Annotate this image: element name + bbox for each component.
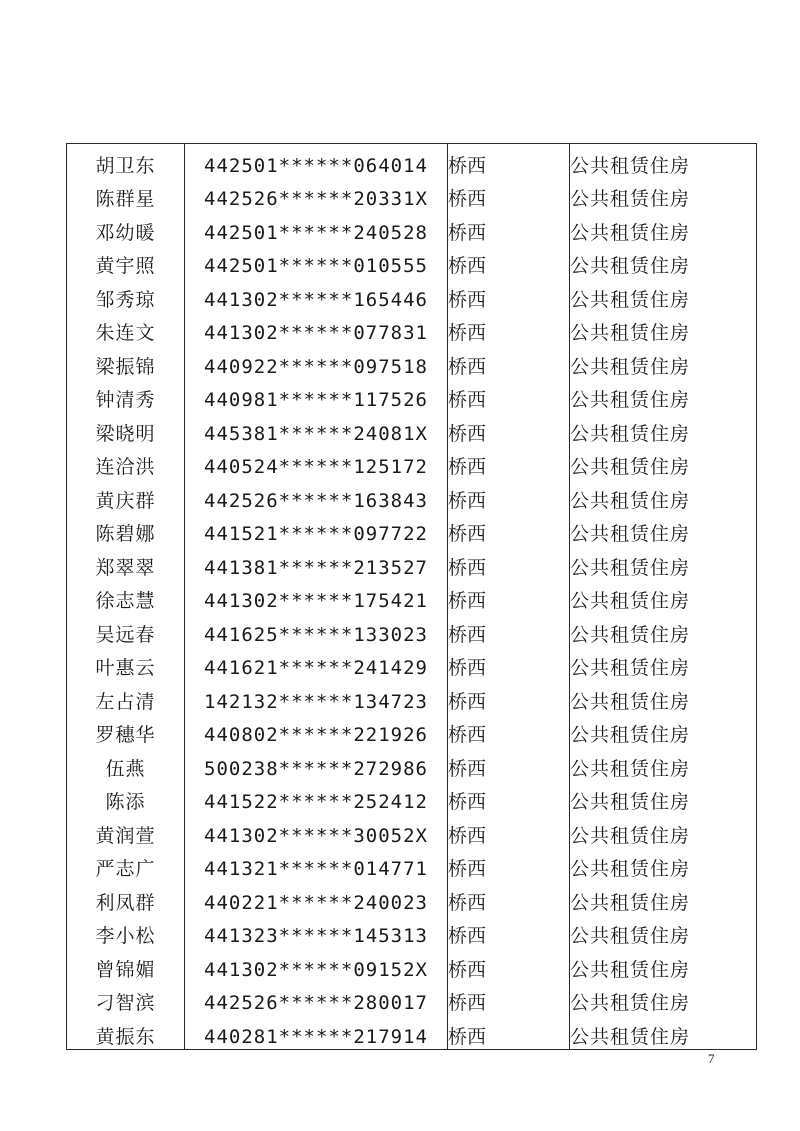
cell-area: 桥西 [448,848,570,882]
cell-area: 桥西 [448,580,570,614]
cell-id-number: 442501******064014 [185,144,448,178]
table-row [67,178,757,212]
cell-id-number: 442501******240528 [185,211,448,245]
cell-id-number: 440922******097518 [185,345,448,379]
cell-housing-type: 公共租赁住房 [570,948,757,982]
page-number: 7 [708,1051,715,1066]
cell-name: 陈群星 [67,178,185,212]
cell-area: 桥西 [448,747,570,781]
cell-name: 刁智滨 [67,982,185,1016]
cell-id-number: 441521******097722 [185,513,448,547]
cell-area: 桥西 [448,245,570,279]
cell-area: 桥西 [448,647,570,681]
cell-id-number: 442501******010555 [185,245,448,279]
cell-name: 连洽洪 [67,446,185,480]
table-row [67,580,757,614]
cell-name: 胡卫东 [67,144,185,178]
cell-area: 桥西 [448,546,570,580]
cell-id-number: 142132******134723 [185,680,448,714]
cell-housing-type: 公共租赁住房 [570,513,757,547]
cell-area: 桥西 [448,814,570,848]
table-row [67,982,757,1016]
cell-housing-type: 公共租赁住房 [570,178,757,212]
cell-id-number: 441302******30052X [185,814,448,848]
cell-name: 叶惠云 [67,647,185,681]
table-row [67,814,757,848]
cell-area: 桥西 [448,479,570,513]
cell-housing-type: 公共租赁住房 [570,144,757,178]
cell-id-number: 441381******213527 [185,546,448,580]
cell-name: 伍燕 [67,747,185,781]
cell-housing-type: 公共租赁住房 [570,814,757,848]
table-row [67,680,757,714]
cell-area: 桥西 [448,144,570,178]
cell-housing-type: 公共租赁住房 [570,479,757,513]
table-row [67,714,757,748]
table-row [67,144,757,178]
cell-id-number: 441625******133023 [185,613,448,647]
cell-name: 曾锦媚 [67,948,185,982]
cell-area: 桥西 [448,613,570,647]
cell-name: 李小松 [67,915,185,949]
table-row [67,446,757,480]
cell-id-number: 442526******163843 [185,479,448,513]
cell-name: 黄润萱 [67,814,185,848]
table-row [67,546,757,580]
cell-name: 邹秀琼 [67,278,185,312]
cell-area: 桥西 [448,1015,570,1049]
cell-area: 桥西 [448,781,570,815]
cell-housing-type: 公共租赁住房 [570,446,757,480]
cell-id-number: 442526******280017 [185,982,448,1016]
cell-id-number: 442526******20331X [185,178,448,212]
cell-name: 利凤群 [67,881,185,915]
cell-area: 桥西 [448,881,570,915]
cell-housing-type: 公共租赁住房 [570,412,757,446]
cell-housing-type: 公共租赁住房 [570,781,757,815]
roster-body [67,144,757,1050]
cell-area: 桥西 [448,982,570,1016]
cell-name: 陈添 [67,781,185,815]
cell-id-number: 441321******014771 [185,848,448,882]
cell-housing-type: 公共租赁住房 [570,1015,757,1049]
cell-housing-type: 公共租赁住房 [570,211,757,245]
table-row [67,948,757,982]
cell-area: 桥西 [448,379,570,413]
cell-housing-type: 公共租赁住房 [570,613,757,647]
table-row [67,345,757,379]
cell-name: 黄宇照 [67,245,185,279]
table-row [67,848,757,882]
table-row [67,881,757,915]
cell-area: 桥西 [448,278,570,312]
cell-housing-type: 公共租赁住房 [570,379,757,413]
table-row [67,647,757,681]
cell-housing-type: 公共租赁住房 [570,278,757,312]
table-row [67,915,757,949]
cell-area: 桥西 [448,412,570,446]
table-row [67,747,757,781]
table-row [67,479,757,513]
cell-area: 桥西 [448,680,570,714]
cell-id-number: 441302******175421 [185,580,448,614]
table-row [67,379,757,413]
cell-housing-type: 公共租赁住房 [570,714,757,748]
cell-area: 桥西 [448,948,570,982]
cell-id-number: 441522******252412 [185,781,448,815]
cell-name: 郑翠翠 [67,546,185,580]
cell-name: 钟清秀 [67,379,185,413]
cell-area: 桥西 [448,345,570,379]
cell-id-number: 441302******077831 [185,312,448,346]
table-row [67,513,757,547]
cell-name: 梁晓明 [67,412,185,446]
housing-roster-table [66,143,757,1050]
table-row [67,781,757,815]
cell-area: 桥西 [448,312,570,346]
cell-housing-type: 公共租赁住房 [570,982,757,1016]
cell-id-number: 440524******125172 [185,446,448,480]
cell-name: 黄振东 [67,1015,185,1049]
table-row [67,1015,757,1049]
cell-name: 罗穗华 [67,714,185,748]
cell-id-number: 441302******165446 [185,278,448,312]
cell-id-number: 440281******217914 [185,1015,448,1049]
table-row [67,312,757,346]
cell-name: 陈碧娜 [67,513,185,547]
cell-housing-type: 公共租赁住房 [570,580,757,614]
cell-housing-type: 公共租赁住房 [570,747,757,781]
cell-id-number: 440802******221926 [185,714,448,748]
cell-housing-type: 公共租赁住房 [570,848,757,882]
cell-housing-type: 公共租赁住房 [570,881,757,915]
cell-area: 桥西 [448,714,570,748]
cell-housing-type: 公共租赁住房 [570,312,757,346]
cell-area: 桥西 [448,915,570,949]
cell-name: 严志广 [67,848,185,882]
cell-area: 桥西 [448,446,570,480]
cell-id-number: 441323******145313 [185,915,448,949]
table-row [67,245,757,279]
cell-housing-type: 公共租赁住房 [570,546,757,580]
cell-id-number: 440981******117526 [185,379,448,413]
table-row [67,613,757,647]
cell-area: 桥西 [448,211,570,245]
cell-area: 桥西 [448,178,570,212]
cell-id-number: 445381******24081X [185,412,448,446]
cell-housing-type: 公共租赁住房 [570,680,757,714]
cell-name: 黄庆群 [67,479,185,513]
cell-name: 左占清 [67,680,185,714]
cell-name: 吴远春 [67,613,185,647]
table-row [67,412,757,446]
table-row [67,278,757,312]
cell-housing-type: 公共租赁住房 [570,245,757,279]
cell-housing-type: 公共租赁住房 [570,647,757,681]
table-row [67,211,757,245]
cell-id-number: 441302******09152X [185,948,448,982]
cell-id-number: 500238******272986 [185,747,448,781]
cell-housing-type: 公共租赁住房 [570,915,757,949]
cell-housing-type: 公共租赁住房 [570,345,757,379]
cell-area: 桥西 [448,513,570,547]
cell-name: 邓幼暖 [67,211,185,245]
cell-name: 梁振锦 [67,345,185,379]
cell-id-number: 440221******240023 [185,881,448,915]
cell-id-number: 441621******241429 [185,647,448,681]
cell-name: 朱连文 [67,312,185,346]
cell-name: 徐志慧 [67,580,185,614]
